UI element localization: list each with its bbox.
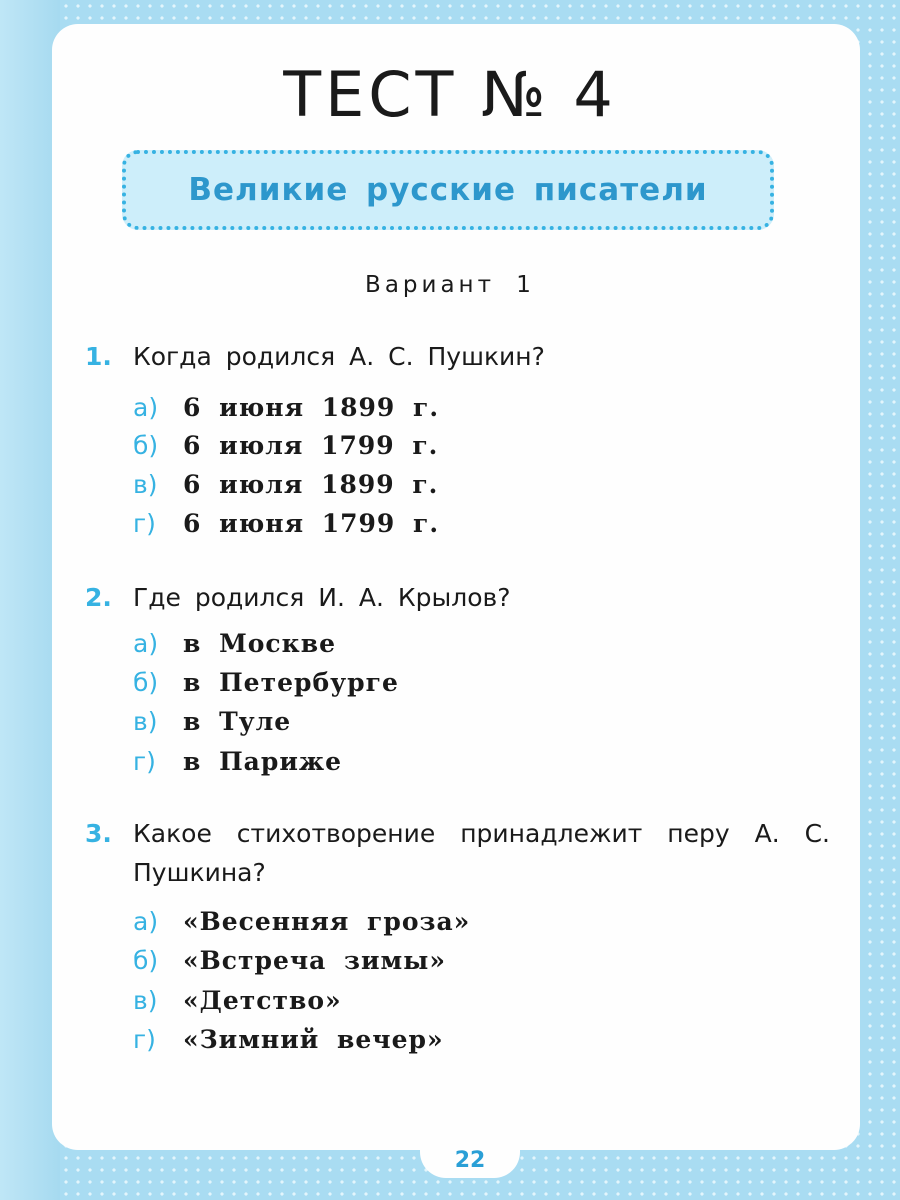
option-text: в Москве — [183, 629, 336, 658]
option-letter: б) — [133, 946, 159, 975]
question-1 — [85, 337, 830, 376]
option[interactable] — [133, 668, 399, 698]
option-letter: г) — [133, 747, 156, 776]
question-number: 1. — [85, 342, 112, 371]
option-letter: в) — [133, 470, 158, 499]
question-text: Какое стихотворение принадлежит перу А. С. Пушкина? — [133, 819, 830, 887]
option-text: в Париже — [183, 747, 343, 776]
option-letter: г) — [133, 509, 156, 538]
option[interactable] — [133, 986, 342, 1016]
page-number: 22 — [420, 1128, 520, 1178]
option[interactable] — [133, 509, 439, 539]
option-letter: в) — [133, 986, 158, 1015]
option[interactable] — [133, 470, 438, 500]
option-text: в Петербурге — [183, 668, 399, 697]
option-letter: в) — [133, 707, 158, 736]
question-3 — [85, 814, 830, 892]
option-text: в Туле — [183, 707, 292, 736]
variant-label: Вариант 1 — [365, 272, 535, 298]
question-2 — [85, 578, 830, 617]
option[interactable] — [133, 393, 439, 423]
test-title: ТЕСТ № 4 — [283, 58, 617, 131]
question-number: 3. — [85, 819, 112, 848]
decorative-border — [0, 0, 60, 1200]
option-text: 6 июля 1899 г. — [183, 470, 439, 499]
question-text: Когда родился А. С. Пушкин? — [133, 342, 545, 371]
question-text: Где родился И. А. Крылов? — [133, 583, 511, 612]
option[interactable] — [133, 907, 470, 937]
option-text: «Встреча зимы» — [183, 946, 446, 975]
option-text: 6 июня 1899 г. — [183, 393, 440, 422]
option-letter: а) — [133, 629, 159, 658]
option-letter: б) — [133, 668, 159, 697]
option[interactable] — [133, 707, 291, 737]
option-text: «Детство» — [183, 986, 342, 1015]
option[interactable] — [133, 629, 336, 659]
option-text: 6 июня 1799 г. — [183, 509, 440, 538]
option-text: 6 июля 1799 г. — [183, 431, 439, 460]
option-letter: а) — [133, 393, 159, 422]
option[interactable] — [133, 1025, 444, 1055]
option[interactable] — [133, 747, 342, 777]
option-letter: а) — [133, 907, 159, 936]
option-text: «Зимний вечер» — [183, 1025, 444, 1054]
option-letter: г) — [133, 1025, 156, 1054]
option[interactable] — [133, 946, 446, 976]
option-letter: б) — [133, 431, 159, 460]
option[interactable] — [133, 431, 438, 461]
option-text: «Весенняя гроза» — [183, 907, 471, 936]
topic-banner: Великие русские писатели — [122, 150, 774, 230]
question-number: 2. — [85, 583, 112, 612]
